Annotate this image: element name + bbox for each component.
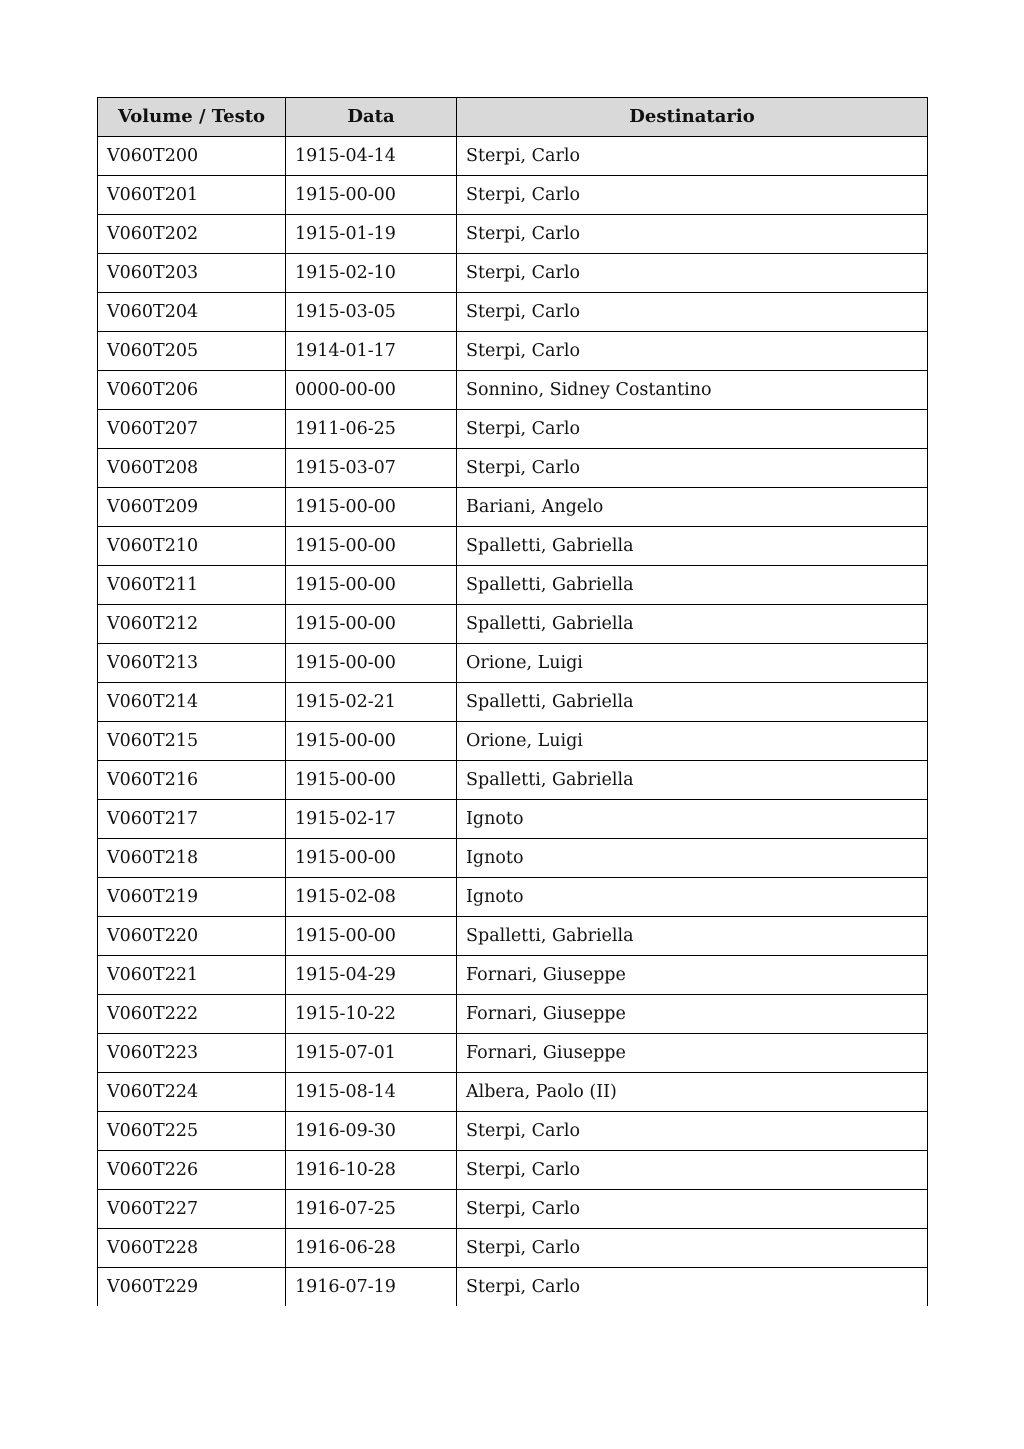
cell-destinatario: Spalletti, Gabriella [457, 527, 928, 566]
table-row [98, 956, 928, 995]
table-row [98, 995, 928, 1034]
cell-destinatario: Sterpi, Carlo [457, 332, 928, 371]
cell-data: 1915-04-14 [286, 137, 457, 176]
cell-data: 1916-07-25 [286, 1190, 457, 1229]
cell-volume-testo: V060T227 [98, 1190, 286, 1229]
cell-volume-testo: V060T206 [98, 371, 286, 410]
cell-volume-testo: V060T200 [98, 137, 286, 176]
cell-data: 1915-00-00 [286, 761, 457, 800]
cell-volume-testo: V060T229 [98, 1268, 286, 1307]
cell-data: 1915-01-19 [286, 215, 457, 254]
table-row [98, 761, 928, 800]
cell-data: 1915-02-08 [286, 878, 457, 917]
cell-volume-testo: V060T207 [98, 410, 286, 449]
cell-volume-testo: V060T202 [98, 215, 286, 254]
cell-volume-testo: V060T228 [98, 1229, 286, 1268]
cell-volume-testo: V060T203 [98, 254, 286, 293]
cell-destinatario: Sterpi, Carlo [457, 449, 928, 488]
cell-destinatario: Sterpi, Carlo [457, 215, 928, 254]
cell-destinatario: Ignoto [457, 839, 928, 878]
table-row [98, 644, 928, 683]
table-row [98, 371, 928, 410]
cell-volume-testo: V060T218 [98, 839, 286, 878]
cell-volume-testo: V060T213 [98, 644, 286, 683]
table-row [98, 1190, 928, 1229]
table-row [98, 800, 928, 839]
cell-destinatario: Orione, Luigi [457, 722, 928, 761]
cell-data: 1915-00-00 [286, 176, 457, 215]
header-volume-testo: Volume / Testo [98, 98, 286, 137]
table-row [98, 1034, 928, 1073]
table-row [98, 293, 928, 332]
cell-destinatario: Albera, Paolo (II) [457, 1073, 928, 1112]
cell-volume-testo: V060T222 [98, 995, 286, 1034]
cell-data: 1915-02-10 [286, 254, 457, 293]
cell-volume-testo: V060T215 [98, 722, 286, 761]
cell-data: 1915-03-05 [286, 293, 457, 332]
cell-destinatario: Sterpi, Carlo [457, 176, 928, 215]
cell-data: 1916-09-30 [286, 1112, 457, 1151]
cell-destinatario: Sterpi, Carlo [457, 254, 928, 293]
cell-destinatario: Sterpi, Carlo [457, 137, 928, 176]
cell-volume-testo: V060T214 [98, 683, 286, 722]
cell-data: 1915-00-00 [286, 566, 457, 605]
cell-destinatario: Sterpi, Carlo [457, 1112, 928, 1151]
cell-destinatario: Spalletti, Gabriella [457, 917, 928, 956]
cell-data: 1915-02-21 [286, 683, 457, 722]
cell-destinatario: Sterpi, Carlo [457, 1268, 928, 1307]
cell-destinatario: Orione, Luigi [457, 644, 928, 683]
table-row [98, 332, 928, 371]
cell-volume-testo: V060T204 [98, 293, 286, 332]
table-row [98, 1268, 928, 1307]
cell-data: 1915-00-00 [286, 917, 457, 956]
cell-data: 1915-00-00 [286, 722, 457, 761]
cell-destinatario: Sterpi, Carlo [457, 1190, 928, 1229]
table-row [98, 410, 928, 449]
table-row [98, 176, 928, 215]
cell-volume-testo: V060T225 [98, 1112, 286, 1151]
cell-data: 1915-00-00 [286, 644, 457, 683]
cell-destinatario: Spalletti, Gabriella [457, 683, 928, 722]
table-header [98, 98, 928, 137]
cell-data: 1915-00-00 [286, 527, 457, 566]
table-row [98, 1151, 928, 1190]
cell-destinatario: Sterpi, Carlo [457, 410, 928, 449]
cell-destinatario: Fornari, Giuseppe [457, 956, 928, 995]
cell-volume-testo: V060T220 [98, 917, 286, 956]
cell-data: 1915-00-00 [286, 605, 457, 644]
cell-destinatario: Sterpi, Carlo [457, 293, 928, 332]
cell-destinatario: Sterpi, Carlo [457, 1151, 928, 1190]
cell-destinatario: Fornari, Giuseppe [457, 1034, 928, 1073]
cell-data: 1914-01-17 [286, 332, 457, 371]
cell-volume-testo: V060T201 [98, 176, 286, 215]
cell-data: 1915-02-17 [286, 800, 457, 839]
table-row [98, 254, 928, 293]
cell-data: 1915-10-22 [286, 995, 457, 1034]
header-destinatario: Destinatario [457, 98, 928, 137]
table-row [98, 1229, 928, 1268]
cell-destinatario: Ignoto [457, 878, 928, 917]
cell-destinatario: Fornari, Giuseppe [457, 995, 928, 1034]
cell-volume-testo: V060T219 [98, 878, 286, 917]
cell-volume-testo: V060T223 [98, 1034, 286, 1073]
table-row [98, 605, 928, 644]
cell-volume-testo: V060T217 [98, 800, 286, 839]
cell-data: 1915-04-29 [286, 956, 457, 995]
table-row [98, 1112, 928, 1151]
table-row [98, 137, 928, 176]
cell-data: 1916-06-28 [286, 1229, 457, 1268]
cell-data: 1915-00-00 [286, 839, 457, 878]
cell-destinatario: Sonnino, Sidney Costantino [457, 371, 928, 410]
cell-volume-testo: V060T224 [98, 1073, 286, 1112]
cell-volume-testo: V060T208 [98, 449, 286, 488]
cell-destinatario: Bariani, Angelo [457, 488, 928, 527]
cell-data: 1915-03-07 [286, 449, 457, 488]
table-row [98, 917, 928, 956]
cell-volume-testo: V060T210 [98, 527, 286, 566]
cell-volume-testo: V060T205 [98, 332, 286, 371]
table-row [98, 488, 928, 527]
cell-volume-testo: V060T221 [98, 956, 286, 995]
cell-data: 1915-00-00 [286, 488, 457, 527]
cell-destinatario: Spalletti, Gabriella [457, 566, 928, 605]
cell-data: 1916-10-28 [286, 1151, 457, 1190]
cell-volume-testo: V060T212 [98, 605, 286, 644]
table-row [98, 449, 928, 488]
cell-volume-testo: V060T216 [98, 761, 286, 800]
cell-destinatario: Spalletti, Gabriella [457, 761, 928, 800]
cell-destinatario: Spalletti, Gabriella [457, 605, 928, 644]
cell-volume-testo: V060T226 [98, 1151, 286, 1190]
table-row [98, 215, 928, 254]
table-row [98, 1073, 928, 1112]
table-row [98, 683, 928, 722]
header-row [98, 98, 928, 137]
cell-data: 1915-08-14 [286, 1073, 457, 1112]
letters-table [97, 97, 928, 1306]
cell-data: 1916-07-19 [286, 1268, 457, 1307]
cell-destinatario: Sterpi, Carlo [457, 1229, 928, 1268]
cell-destinatario: Ignoto [457, 800, 928, 839]
cell-volume-testo: V060T211 [98, 566, 286, 605]
table-row [98, 566, 928, 605]
header-data: Data [286, 98, 457, 137]
table-row [98, 839, 928, 878]
table-row [98, 527, 928, 566]
cell-data: 0000-00-00 [286, 371, 457, 410]
table-body [98, 137, 928, 1307]
cell-volume-testo: V060T209 [98, 488, 286, 527]
table-row [98, 878, 928, 917]
cell-data: 1911-06-25 [286, 410, 457, 449]
table-row [98, 722, 928, 761]
cell-data: 1915-07-01 [286, 1034, 457, 1073]
